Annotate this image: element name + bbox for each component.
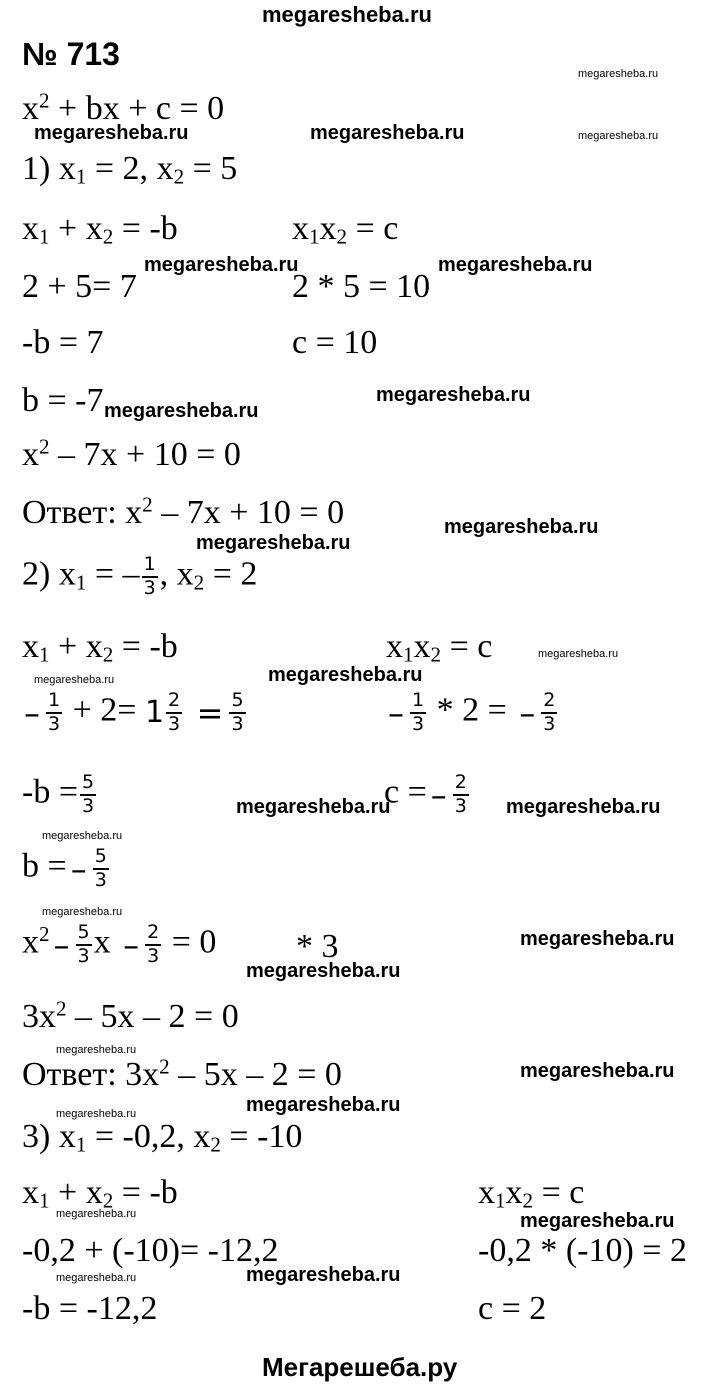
sub-2: 2 [210, 1132, 221, 1157]
coefficient-x: 3x [125, 1056, 160, 1093]
problem-number: № 713 [22, 36, 120, 72]
part1-label: 1) [22, 150, 51, 187]
watermark: megaresheba.ru [578, 130, 659, 142]
numerator: 5 [76, 922, 92, 946]
var-x: x [193, 1118, 211, 1155]
denominator: 3 [412, 712, 425, 735]
part1-sum-calc: 2 + 5= 7 [22, 268, 137, 305]
part2-b-value [22, 846, 111, 892]
sub-1: 1 [403, 642, 414, 667]
sub-1: 1 [39, 1188, 50, 1213]
sub-2: 2 [102, 642, 114, 667]
minus-sign: – [388, 693, 404, 732]
minus-sign: – [53, 925, 70, 964]
watermark: megaresheba.ru [246, 1264, 401, 1286]
sub-2: 2 [102, 1188, 114, 1213]
watermark: megaresheba.ru [268, 664, 423, 686]
sub-2: 2 [430, 642, 442, 667]
sub-2: 2 [522, 1188, 534, 1213]
watermark: megaresheba.ru [520, 1210, 675, 1232]
var-x: x [58, 1118, 76, 1155]
answer-label: Ответ: [22, 494, 126, 531]
sub-1: 1 [75, 164, 87, 189]
denominator: 3 [82, 794, 95, 817]
x1-value: = -0,2, [94, 1118, 185, 1155]
watermark: megaresheba.ru [520, 928, 675, 950]
part3-neg-b: -b = -12,2 [22, 1290, 158, 1327]
main-equation [22, 88, 225, 127]
minus-sign: – [70, 849, 87, 888]
part2-label: 2) [22, 555, 51, 593]
sub-1: 1 [39, 224, 50, 249]
watermark: megaresheba.ru [42, 830, 123, 842]
exponent: 2 [56, 996, 67, 1021]
exponent: 2 [39, 434, 50, 459]
watermark: megaresheba.ru [444, 516, 599, 538]
watermark: megaresheba.ru [246, 1094, 401, 1116]
var-x: x [85, 210, 103, 247]
denominator: 3 [77, 944, 90, 967]
numerator: 1 [46, 690, 62, 714]
fraction-five-thirds [76, 922, 92, 968]
x2-value: = 5 [192, 150, 238, 187]
whole-part: 1 [144, 694, 165, 730]
numerator: 2 [541, 690, 557, 714]
part3-c-value: c = 2 [478, 1290, 547, 1327]
part2-final-equation [22, 996, 239, 1035]
equals-zero: = 0 [171, 923, 217, 961]
plus-sign: + [58, 210, 78, 247]
watermark: megaresheba.ru [538, 648, 619, 660]
var-x: x [176, 555, 194, 593]
exponent: 2 [39, 922, 50, 947]
denominator: 3 [543, 712, 556, 735]
watermark: megaresheba.ru [56, 1272, 137, 1284]
watermark: megaresheba.ru [34, 674, 115, 686]
minus-sign: – [519, 693, 536, 732]
sub-2: 2 [102, 224, 114, 249]
var-x: x [22, 436, 39, 473]
watermark: megaresheba.ru [196, 532, 351, 554]
c-label: c = [384, 773, 427, 811]
watermark: megaresheba.ru [310, 122, 465, 144]
sum-relation: = -b [113, 1174, 178, 1211]
fraction-two-thirds [541, 690, 557, 736]
numerator: 1 [410, 690, 426, 714]
part2-equation [22, 922, 216, 968]
watermark: megaresheba.ru [56, 1108, 137, 1120]
watermark: megaresheba.ru [56, 1208, 137, 1220]
sub-2: 2 [193, 570, 205, 595]
sub-1: 1 [75, 570, 87, 595]
watermark: megaresheba.ru [42, 906, 123, 918]
fraction-one-third [46, 690, 62, 736]
denominator: 3 [168, 712, 181, 735]
var-x: x [85, 628, 103, 665]
sum-middle: + 2= [72, 691, 137, 729]
watermark: megaresheba.ru [246, 960, 401, 982]
part3-vieta-product [478, 1174, 585, 1213]
var-x: x [93, 923, 111, 961]
watermark: megaresheba.ru [520, 1060, 675, 1082]
fraction-five-thirds [229, 690, 245, 736]
exponent: 2 [159, 1054, 170, 1079]
minus-sign: – [430, 775, 447, 814]
var-x: x [319, 210, 337, 247]
var-x: x [292, 210, 309, 247]
minus-sign: – [24, 693, 40, 732]
part1-answer [22, 492, 345, 531]
product-relation: = c [441, 628, 493, 665]
product-relation: = c [533, 1174, 585, 1211]
neg-b-label: -b = [22, 773, 78, 811]
fraction-two-thirds [166, 690, 182, 736]
sum-relation: = -b [113, 628, 178, 665]
watermark: megaresheba.ru [506, 796, 661, 818]
part2-c-value [384, 772, 471, 818]
answer-label: Ответ: [22, 1056, 126, 1093]
denominator: 3 [94, 868, 107, 891]
exponent: 2 [142, 492, 153, 517]
fraction-one-third [142, 554, 158, 600]
watermark: megaresheba.ru [144, 254, 299, 276]
x2-value: = 2 [212, 555, 258, 593]
denominator: 3 [231, 712, 244, 735]
var-x: x [505, 1174, 523, 1211]
site-header[interactable]: megaresheba.ru [262, 2, 432, 27]
sub-1: 1 [39, 642, 50, 667]
x1-sign: = – [94, 555, 140, 593]
sub-1: 1 [309, 224, 320, 249]
part2-answer [22, 1054, 342, 1093]
watermark: megaresheba.ru [104, 400, 259, 422]
sub-1: 1 [75, 1132, 87, 1157]
product-relation: = c [347, 210, 399, 247]
fraction-five-thirds [93, 846, 109, 892]
part3-prod-calc: -0,2 * (-10) = 2 [478, 1232, 687, 1269]
var-x: x [125, 494, 143, 531]
equals-sign: = [196, 693, 224, 732]
coefficient-x: 3x [22, 998, 56, 1035]
part1-vieta-product [292, 210, 399, 249]
numerator: 1 [142, 554, 158, 578]
var-x: x [156, 150, 174, 187]
site-footer[interactable]: Мегарешеба.ру [262, 1352, 458, 1382]
sub-2: 2 [336, 224, 348, 249]
mixed-number [145, 690, 184, 736]
numerator: 2 [453, 772, 469, 796]
equation-rest: – 7x + 10 = 0 [152, 494, 345, 531]
numerator: 2 [145, 922, 161, 946]
equation-rest: + bx + c = 0 [49, 90, 225, 127]
fraction-five-thirds [80, 772, 96, 818]
var-x: x [22, 210, 39, 247]
sum-relation: = -b [113, 210, 178, 247]
plus-sign: + [58, 1174, 78, 1211]
sub-1: 1 [495, 1188, 506, 1213]
minus-sign: – [123, 925, 140, 964]
part3-sum-calc: -0,2 + (-10)= -12,2 [22, 1232, 279, 1269]
denominator: 3 [48, 712, 61, 735]
var-x: x [58, 150, 76, 187]
numerator: 2 [166, 690, 182, 714]
var-x: x [22, 90, 39, 127]
watermark: megaresheba.ru [578, 68, 659, 80]
part2-sum-calc [20, 690, 248, 736]
part2-neg-b [22, 772, 98, 818]
var-x: x [386, 628, 403, 665]
watermark: megaresheba.ru [34, 122, 189, 144]
denominator: 3 [147, 944, 160, 967]
denominator: 3 [143, 576, 156, 599]
multiply-by-three: * 3 [296, 928, 339, 965]
part1-equation [22, 434, 241, 473]
var-x: x [85, 1174, 103, 1211]
numerator: 5 [80, 772, 96, 796]
part1-c-value: c = 10 [292, 324, 378, 361]
equation-rest: – 7x + 10 = 0 [49, 436, 241, 473]
numerator: 5 [93, 846, 109, 870]
part3-label: 3) [22, 1118, 51, 1155]
part3-vieta-sum [22, 1174, 178, 1213]
var-x: x [22, 923, 39, 961]
part2-vieta-product [386, 628, 493, 667]
part1-prod-calc: 2 * 5 = 10 [292, 268, 431, 305]
product-middle: * 2 = [436, 691, 507, 729]
var-x: x [478, 1174, 495, 1211]
numerator: 5 [229, 690, 245, 714]
b-label: b = [22, 847, 67, 885]
exponent: 2 [39, 88, 50, 113]
var-x: x [58, 555, 76, 593]
plus-sign: + [58, 628, 78, 665]
x1-value: = 2, [94, 150, 149, 187]
var-x: x [22, 1174, 39, 1211]
part1-roots [22, 150, 238, 189]
part1-vieta-sum [22, 210, 178, 249]
var-x: x [413, 628, 431, 665]
denominator: 3 [454, 794, 467, 817]
watermark: megaresheba.ru [438, 254, 593, 276]
watermark: megaresheba.ru [376, 384, 531, 406]
equation-rest: – 5x – 2 = 0 [169, 1056, 342, 1093]
part2-roots: 2) $x_1$ = – $\frac{1}{3}$ , $x_2 = 2$ [22, 553, 258, 599]
var-x: x [22, 628, 39, 665]
fraction-two-thirds [145, 922, 161, 968]
part2-vieta-sum [22, 628, 178, 667]
part2-prod-calc [384, 690, 559, 736]
part1-b-value: b = -7 [22, 382, 104, 419]
watermark: megaresheba.ru [56, 1044, 137, 1056]
fraction-two-thirds [453, 772, 469, 818]
part3-roots [22, 1118, 303, 1157]
sub-2: 2 [173, 164, 185, 189]
fraction-one-third [410, 690, 426, 736]
equation-rest: – 5x – 2 = 0 [66, 998, 239, 1035]
part1-neg-b: -b = 7 [22, 324, 104, 361]
watermark: megaresheba.ru [236, 796, 391, 818]
x2-value: = -10 [229, 1118, 303, 1155]
